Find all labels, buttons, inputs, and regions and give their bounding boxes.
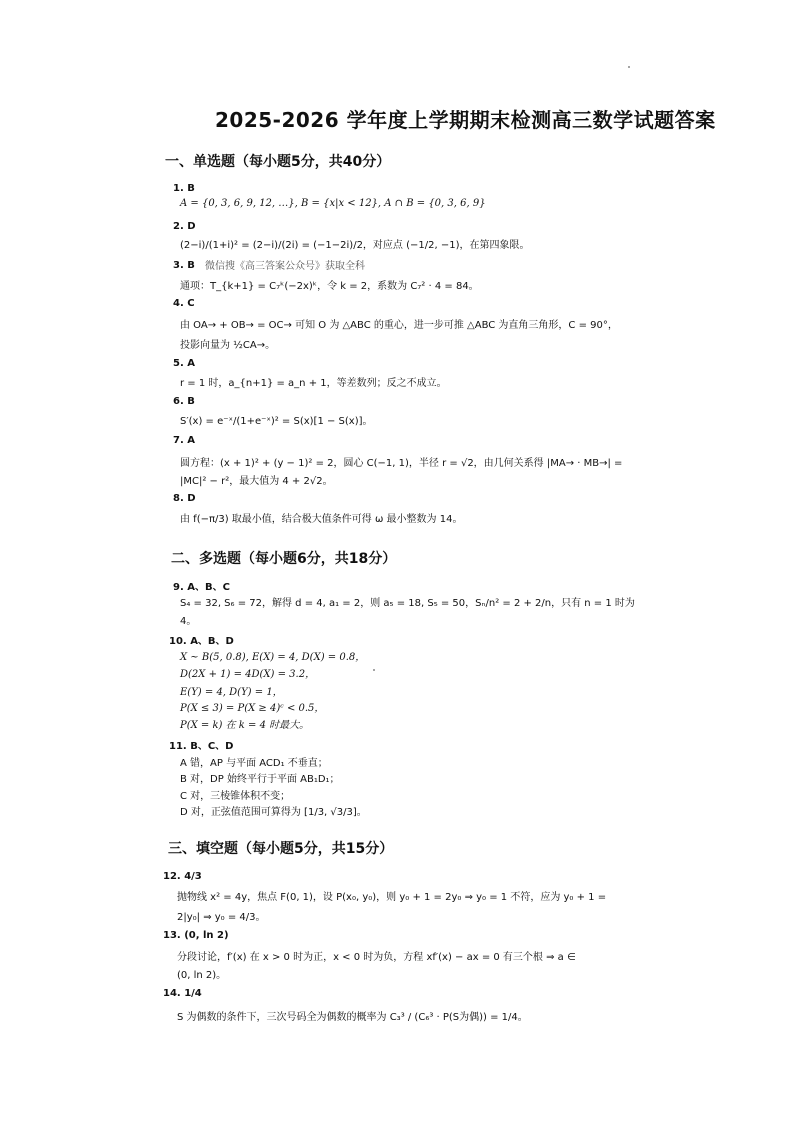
question-number: 1. B [173,183,195,194]
answer-line: 由 f(−π/3) 取最小值，结合极大值条件可得 ω 最小整数为 14。 [180,514,463,525]
section-heading-multiple-choice: 二、多选题（每小题6分，共18分） [171,551,397,567]
answer-line: r = 1 时，a_{n+1} = a_n + 1，等差数列；反之不成立。 [180,378,447,389]
answer-line: (2−i)/(1+i)² = (2−i)/(2i) = (−1−2i)/2，对应点 (−1/2, −1)，在第四象限。 [180,240,530,251]
scan-speck [373,669,375,671]
question-number: 14. 1/4 [163,988,202,999]
watermark-text: 微信搜《高三答案公众号》获取全科 [205,261,365,272]
answer-line: A = {0, 3, 6, 9, 12, …}, B = {x|x < 12}, A ∩ B = {0, 3, 6, 9} [180,198,486,209]
answer-line: E(Y) = 4, D(Y) = 1， [180,687,283,698]
section-heading-single-choice: 一、单选题（每小题5分，共40分） [165,154,391,170]
answer-line: 由 OA→ + OB→ = OC→ 可知 O 为 △ABC 的重心，进一步可推 △ABC 为直角三角形，C = 90°， [180,320,618,331]
question-number: 4. C [173,298,195,309]
answer-line: S 为偶数的条件下，三次号码全为偶数的概率为 C₃³ / (C₆³ · P(S为偶)) = 1/4。 [177,1012,528,1023]
answer-line: P(X ≤ 3) = P(X ≥ 4)ᶜ < 0.5， [180,703,325,714]
answer-line: B 对，DP 始终平行于平面 AB₁D₁； [180,774,340,785]
answer-line: 2|y₀| ⇒ y₀ = 4/3。 [177,912,266,923]
answer-line: (0, ln 2)。 [177,970,227,981]
answer-line: 圆方程：(x + 1)² + (y − 1)² = 2，圆心 C(−1, 1)，半径 r = √2，由几何关系得 |MA→ · MB→| = [180,458,623,469]
answer-line: 抛物线 x² = 4y，焦点 F(0, 1)，设 P(x₀, y₀)，则 y₀ + 1 = 2y₀ ⇒ y₀ = 1 不符，应为 y₀ + 1 = [177,892,607,903]
answer-line: 投影向量为 ½CA→。 [180,340,276,351]
answer-line: 通项：T_{k+1} = C₇ᵏ(−2x)ᵏ，令 k = 2，系数为 C₇² · 4 = 84。 [180,281,479,292]
section-heading-fill-in: 三、填空题（每小题5分，共15分） [168,841,394,857]
answer-line: D 对，正弦值范围可算得为 [1/3, √3/3]。 [180,807,367,818]
answer-line: C 对，三棱锥体积不变； [180,791,291,802]
answer-line: A 错，AP 与平面 ACD₁ 不垂直； [180,758,328,769]
question-number: 5. A [173,358,195,369]
question-number: 2. D [173,221,196,232]
question-number: 8. D [173,493,196,504]
question-number: 9. A、B、C [173,582,230,593]
answer-line: 4。 [180,616,197,627]
scan-speck [628,66,630,68]
question-number: 7. A [173,435,195,446]
answer-line: 分段讨论，f′(x) 在 x > 0 时为正，x < 0 时为负，方程 xf′(x) − ax = 0 有三个根 ⇒ a ∈ [177,952,576,963]
answer-line: D(2X + 1) = 4D(X) = 3.2， [180,669,316,680]
question-number: 11. B、C、D [169,741,234,752]
answer-line: X ~ B(5, 0.8), E(X) = 4, D(X) = 0.8， [180,652,366,663]
question-number: 6. B [173,396,195,407]
answer-line: S′(x) = e⁻ˣ/(1+e⁻ˣ)² = S(x)[1 − S(x)]。 [180,416,373,427]
question-number: 10. A、B、D [169,636,234,647]
question-number: 12. 4/3 [163,871,202,882]
question-number: 13. (0, ln 2) [163,930,229,941]
page-title: 2025-2026 学年度上学期期末检测高三数学试题答案 [215,108,716,132]
answer-line: S₄ = 32, S₆ = 72，解得 d = 4, a₁ = 2，则 a₅ = 18, S₅ = 50，Sₙ/n² = 2 + 2/n，只有 n = 1 时为 [180,598,635,609]
question-number: 3. B [173,260,195,271]
answer-line: |MC|² − r²，最大值为 4 + 2√2。 [180,476,333,487]
answer-line: P(X = k) 在 k = 4 时最大。 [180,720,310,731]
